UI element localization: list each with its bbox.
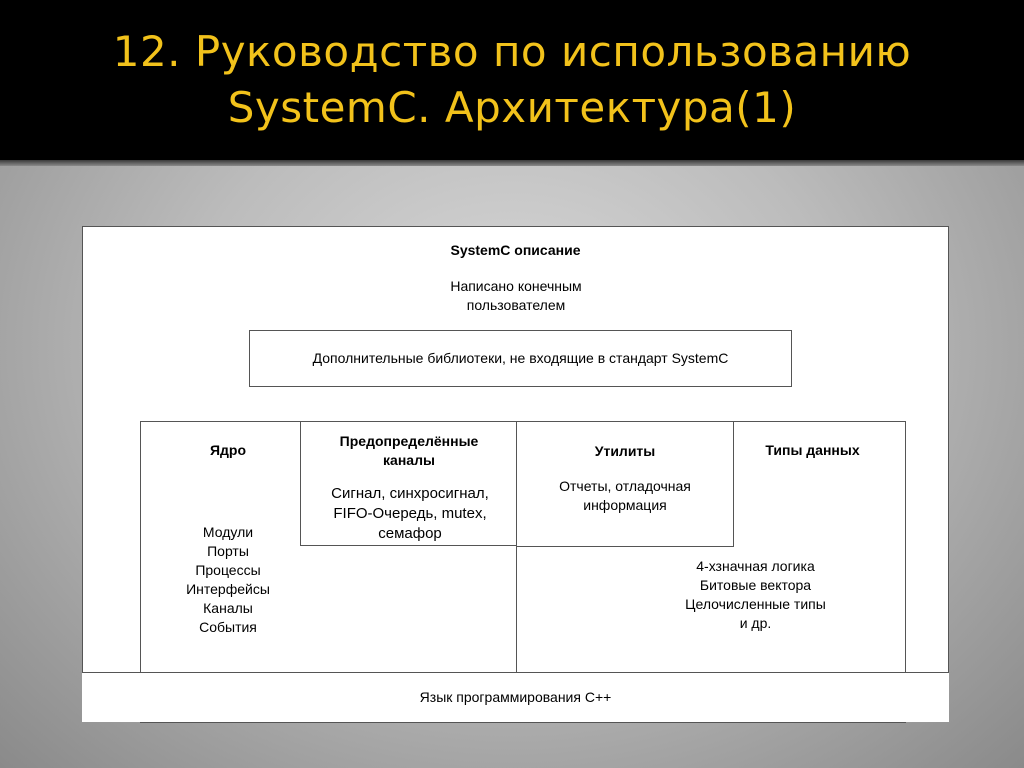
data-types-item: Битовые вектора [699,577,812,593]
core-item: Модули [202,524,254,540]
data-types-item: 4-хзначная логика [696,558,815,574]
components-divider [516,547,517,672]
core-item: Порты [207,543,249,559]
core-heading: Ядро [209,442,247,458]
extra-libraries-label: Дополнительные библиотеки, не входящие в стандарт SystemC [312,350,729,366]
slide-title-line-2: SystemC. Архитектура(1) [227,83,797,132]
slide-title [0,24,1024,136]
title-bar [0,0,1024,160]
extra-libraries-box [249,330,792,387]
diagram-heading: SystemC описание [450,242,581,258]
core-item: Процессы [195,562,261,578]
utilities-description: Отчеты, отладочная информация [559,478,691,513]
core-item: События [199,619,257,635]
utilities-heading: Утилиты [594,443,656,459]
data-types-item: и др. [739,615,772,631]
written-by-user-label: Написано конечным пользователем [450,278,582,313]
slide-title-line-1: 12. Руководство по использованию [112,27,912,76]
data-types-heading: Типы данных [765,442,860,458]
title-divider [0,160,1024,166]
core-item: Каналы [203,600,253,616]
utilities-box [516,421,734,547]
core-item: Интерфейсы [186,581,270,597]
base-language-label: Язык программирования C++ [419,689,612,705]
architecture-diagram [82,226,949,722]
data-types-items-list [663,557,848,633]
predefined-channels-description: Сигнал, синхросигнал, FIFO-Очередь, mutex, семафор [331,485,489,542]
predefined-channels-heading: Предопределённые каналы [339,433,479,468]
core-items-list [168,523,288,637]
predefined-channels-box [300,421,517,546]
base-language-box [82,672,949,722]
data-types-item: Целочисленные типы [685,596,826,612]
